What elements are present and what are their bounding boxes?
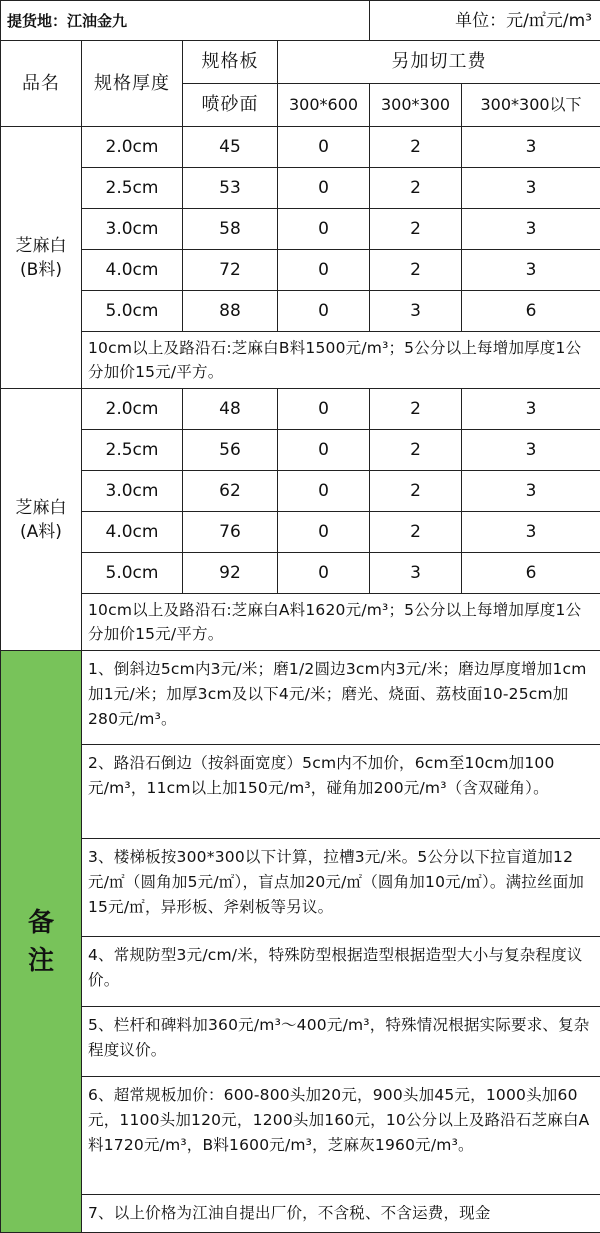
thickness-cell: 2.5cm bbox=[82, 430, 183, 471]
thickness-cell: 4.0cm bbox=[82, 250, 183, 291]
cut-fee-cell: 3 bbox=[462, 209, 600, 250]
price-cell: 62 bbox=[183, 471, 278, 512]
cut-fee-cell: 2 bbox=[370, 209, 462, 250]
price-cell: 92 bbox=[183, 553, 278, 594]
thickness-cell: 2.5cm bbox=[82, 168, 183, 209]
cut-fee-cell: 0 bbox=[278, 209, 370, 250]
sandblast-header: 喷砂面 bbox=[183, 84, 278, 127]
remark-item: 5、栏杆和碑料加360元/m³～400元/m³，特殊情况根据实际要求、复杂程度议价。 bbox=[82, 1007, 600, 1077]
table-row bbox=[1, 430, 600, 471]
remark-item: 2、路沿石倒边（按斜面宽度）5cm内不加价，6cm至10cm加100元/m³，11cm以上加150元/m³，碰角加200元/m³（含双碰角）。 bbox=[82, 745, 600, 839]
thickness-cell: 2.0cm bbox=[82, 389, 183, 430]
remark-row bbox=[1, 1077, 600, 1195]
header-row bbox=[1, 1, 600, 41]
cut-fee-cell: 2 bbox=[370, 168, 462, 209]
spec-board-header: 规格板 bbox=[183, 41, 278, 84]
remark-item: 3、楼梯板按300*300以下计算，拉槽3元/米。5公分以下拉盲道加12元/㎡（圆角加5元/㎡），盲点加20元/㎡（圆角加10元/㎡）。满拉丝面加15元/㎡，异形板、斧剁板等另议。 bbox=[82, 839, 600, 937]
remark-item: 6、超常规板加价：600-800头加20元，900头加45元，1000头加60元，1100头加120元，1200头加160元，10公分以上及路沿石芝麻白A料1720元/m³，B料1600元/m³，芝麻灰1960元/m³。 bbox=[82, 1077, 600, 1195]
product-name-b: 芝麻白 (B料) bbox=[1, 127, 82, 389]
thickness-cell: 3.0cm bbox=[82, 471, 183, 512]
remarks-label: 备 注 bbox=[1, 651, 82, 1233]
price-cell: 53 bbox=[183, 168, 278, 209]
remark-row bbox=[1, 1007, 600, 1077]
price-cell: 76 bbox=[183, 512, 278, 553]
cut-fee-cell: 3 bbox=[462, 127, 600, 168]
remark-row bbox=[1, 839, 600, 937]
remark-item: 4、常规防型3元/cm/米，特殊防型根据造型根据造型大小与复杂程度议价。 bbox=[82, 937, 600, 1007]
table-row bbox=[1, 209, 600, 250]
cut-fee-cell: 2 bbox=[370, 430, 462, 471]
cut-fee-cell: 0 bbox=[278, 471, 370, 512]
table-row bbox=[1, 291, 600, 332]
cut-fee-cell: 0 bbox=[278, 389, 370, 430]
remark-item: 1、倒斜边5cm内3元/米；磨1/2圆边3cm内3元/米；磨边厚度增加1cm加1元/米；加厚3cm及以下4元/米；磨光、烧面、荔枝面10-25cm加280元/m³。 bbox=[82, 651, 600, 745]
cut-fee-cell: 0 bbox=[278, 512, 370, 553]
unit-label: 单位：元/㎡元/m³ bbox=[370, 1, 600, 41]
cut-fee-cell: 2 bbox=[370, 471, 462, 512]
cut-fee-cell: 2 bbox=[370, 389, 462, 430]
table-row bbox=[1, 127, 600, 168]
cut-fee-cell: 2 bbox=[370, 250, 462, 291]
column-header-row-1 bbox=[1, 41, 600, 84]
cut-fee-cell: 3 bbox=[462, 430, 600, 471]
cut-fee-cell: 3 bbox=[462, 471, 600, 512]
price-cell: 88 bbox=[183, 291, 278, 332]
cut-fee-cell: 3 bbox=[370, 553, 462, 594]
remark-row bbox=[1, 937, 600, 1007]
group-note-row bbox=[1, 594, 600, 651]
price-cell: 56 bbox=[183, 430, 278, 471]
price-cell: 45 bbox=[183, 127, 278, 168]
table-row bbox=[1, 168, 600, 209]
remark-item: 7、以上价格为江油自提出厂价，不含税、不含运费，现金 bbox=[82, 1195, 600, 1233]
cut-fee-cell: 6 bbox=[462, 291, 600, 332]
cut-fee-cell: 2 bbox=[370, 127, 462, 168]
pickup-location: 提货地：江油金九 bbox=[1, 1, 370, 41]
product-name-a: 芝麻白 (A料) bbox=[1, 389, 82, 651]
cut-300x600-header: 300*600 bbox=[278, 84, 370, 127]
remark-row bbox=[1, 651, 600, 745]
group-note-row bbox=[1, 332, 600, 389]
table-row bbox=[1, 512, 600, 553]
cut-below-300x300-header: 300*300以下 bbox=[462, 84, 600, 127]
table-row bbox=[1, 389, 600, 430]
cut-fee-cell: 0 bbox=[278, 127, 370, 168]
table-row bbox=[1, 553, 600, 594]
cut-fee-cell: 0 bbox=[278, 553, 370, 594]
table-row bbox=[1, 250, 600, 291]
thickness-cell: 5.0cm bbox=[82, 291, 183, 332]
cut-fee-cell: 0 bbox=[278, 250, 370, 291]
thickness-header: 规格厚度 bbox=[82, 41, 183, 127]
cut-300x300-header: 300*300 bbox=[370, 84, 462, 127]
cut-fee-cell: 3 bbox=[462, 250, 600, 291]
cut-fee-cell: 6 bbox=[462, 553, 600, 594]
cut-fee-cell: 3 bbox=[370, 291, 462, 332]
group-note-b: 10cm以上及路沿石:芝麻白B料1500元/m³；5公分以上每增加厚度1公分加价15元/平方。 bbox=[82, 332, 600, 389]
extra-cut-fee-header: 另加切工费 bbox=[278, 41, 600, 84]
thickness-cell: 3.0cm bbox=[82, 209, 183, 250]
price-cell: 48 bbox=[183, 389, 278, 430]
cut-fee-cell: 0 bbox=[278, 430, 370, 471]
cut-fee-cell: 0 bbox=[278, 168, 370, 209]
price-cell: 58 bbox=[183, 209, 278, 250]
remark-row bbox=[1, 1195, 600, 1233]
group-note-a: 10cm以上及路沿石:芝麻白A料1620元/m³；5公分以上每增加厚度1公分加价15元/平方。 bbox=[82, 594, 600, 651]
cut-fee-cell: 3 bbox=[462, 168, 600, 209]
remark-row bbox=[1, 745, 600, 839]
thickness-cell: 2.0cm bbox=[82, 127, 183, 168]
cut-fee-cell: 2 bbox=[370, 512, 462, 553]
thickness-cell: 5.0cm bbox=[82, 553, 183, 594]
cut-fee-cell: 0 bbox=[278, 291, 370, 332]
cut-fee-cell: 3 bbox=[462, 389, 600, 430]
cut-fee-cell: 3 bbox=[462, 512, 600, 553]
thickness-cell: 4.0cm bbox=[82, 512, 183, 553]
price-cell: 72 bbox=[183, 250, 278, 291]
product-name-header: 品名 bbox=[1, 41, 82, 127]
table-row bbox=[1, 471, 600, 512]
